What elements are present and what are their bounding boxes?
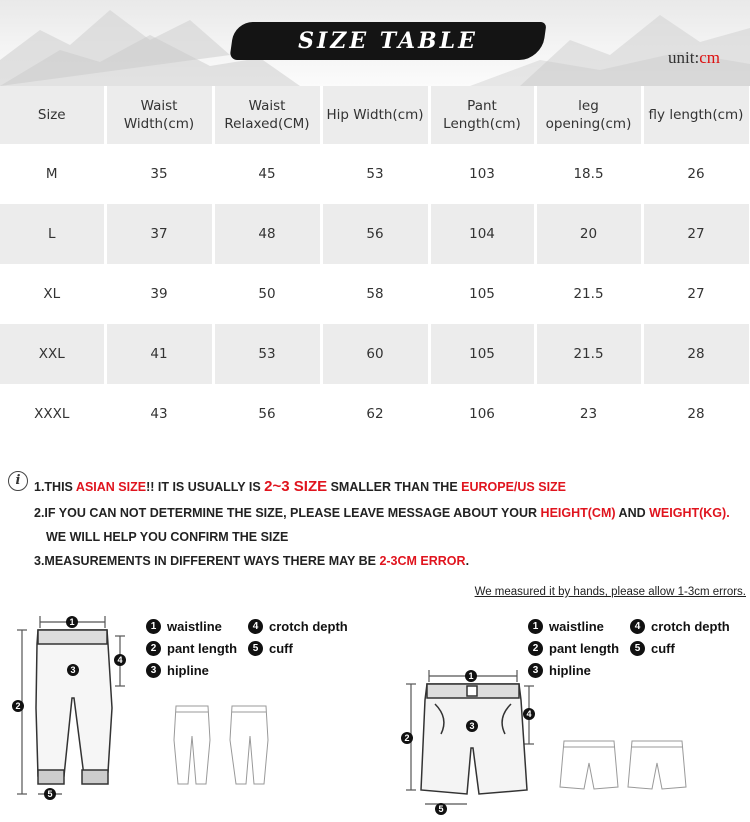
cell-waist-width: 41 bbox=[105, 324, 213, 384]
marker-5: 5 bbox=[47, 789, 53, 799]
legend-item-crotch-depth: 4 crotch depth bbox=[248, 618, 348, 636]
marker-1: 1 bbox=[468, 671, 474, 681]
note-2: 2.IF YOU CAN NOT DETERMINE THE SIZE, PLEASE LEAVE MESSAGE ABOUT YOUR HEIGHT(CM) AND WEIGHT(KG). bbox=[34, 506, 730, 520]
cell-waist-width: 39 bbox=[105, 264, 213, 324]
shorts-front-thumb bbox=[560, 741, 618, 789]
cell-leg-opening: 21.5 bbox=[535, 264, 642, 324]
unit-value: cm bbox=[699, 48, 720, 67]
marker-1: 1 bbox=[69, 617, 75, 627]
cell-size: XXXL bbox=[0, 384, 105, 444]
cell-waist-relaxed: 53 bbox=[213, 324, 321, 384]
cell-fly-length: 27 bbox=[642, 264, 750, 324]
shorts-diagram bbox=[395, 664, 555, 819]
pants-outline bbox=[36, 630, 112, 784]
cell-fly-length: 26 bbox=[642, 144, 750, 204]
cell-waist-relaxed: 48 bbox=[213, 204, 321, 264]
cell-leg-opening: 20 bbox=[535, 204, 642, 264]
cell-hip-width: 62 bbox=[321, 384, 429, 444]
table-row bbox=[0, 204, 750, 264]
marker-4: 4 bbox=[117, 655, 123, 665]
table-row bbox=[0, 324, 750, 384]
cell-pant-length: 105 bbox=[429, 324, 535, 384]
marker-2: 2 bbox=[404, 733, 410, 743]
header-size: Size bbox=[0, 86, 105, 144]
cell-waist-width: 43 bbox=[105, 384, 213, 444]
header-pant-length: Pant Length(cm) bbox=[429, 86, 535, 144]
header-waist-width: Waist Width(cm) bbox=[105, 86, 213, 144]
legend-item-hipline: 3 hipline bbox=[146, 662, 209, 680]
pants-front-thumb bbox=[174, 706, 210, 784]
cell-size: L bbox=[0, 204, 105, 264]
legend-item-hipline: 3 hipline bbox=[528, 662, 591, 680]
legend-item-crotch-depth: 4 crotch depth bbox=[630, 618, 730, 636]
cell-hip-width: 60 bbox=[321, 324, 429, 384]
pants-thumbnails bbox=[168, 700, 278, 790]
note-3: 3.MEASUREMENTS IN DIFFERENT WAYS THERE MAY BE 2-3CM ERROR. bbox=[34, 554, 470, 568]
table-row bbox=[0, 144, 750, 204]
marker-3: 3 bbox=[469, 721, 475, 731]
marker-5: 5 bbox=[438, 804, 444, 814]
cell-fly-length: 27 bbox=[642, 204, 750, 264]
marker-4: 4 bbox=[526, 709, 532, 719]
cell-waist-relaxed: 56 bbox=[213, 384, 321, 444]
cell-waist-width: 35 bbox=[105, 144, 213, 204]
legend-item-waistline: 1 waistline bbox=[528, 618, 604, 636]
cell-fly-length: 28 bbox=[642, 384, 750, 444]
header-leg-opening: leg opening(cm) bbox=[535, 86, 642, 144]
size-table bbox=[0, 86, 750, 444]
measured-note: We measured it by hands, please allow 1-3cm errors. bbox=[474, 586, 746, 598]
info-icon: i bbox=[8, 471, 28, 491]
cell-hip-width: 53 bbox=[321, 144, 429, 204]
note-1: 1.THIS ASIAN SIZE!! IT IS USUALLY IS 2~3 SIZE SMALLER THAN THE EUROPE/US SIZE bbox=[34, 478, 567, 495]
pants-diagram bbox=[0, 608, 140, 808]
page-title: SIZE TABLE bbox=[298, 28, 478, 54]
table-row bbox=[0, 384, 750, 444]
marker-2: 2 bbox=[15, 701, 21, 711]
cell-waist-width: 37 bbox=[105, 204, 213, 264]
cell-hip-width: 58 bbox=[321, 264, 429, 324]
pants-back-thumb bbox=[230, 706, 268, 784]
header-waist-relaxed: Waist Relaxed(CM) bbox=[213, 86, 321, 144]
cell-pant-length: 105 bbox=[429, 264, 535, 324]
shorts-thumbnails bbox=[558, 735, 698, 797]
cell-size: XL bbox=[0, 264, 105, 324]
table-row bbox=[0, 264, 750, 324]
cell-fly-length: 28 bbox=[642, 324, 750, 384]
header-hip-width: Hip Width(cm) bbox=[321, 86, 429, 144]
cell-leg-opening: 23 bbox=[535, 384, 642, 444]
cell-hip-width: 56 bbox=[321, 204, 429, 264]
header-banner bbox=[0, 0, 750, 86]
shorts-back-thumb bbox=[628, 741, 686, 789]
legend-item-pant-length: 2 pant length bbox=[528, 640, 619, 658]
legend-item-pant-length: 2 pant length bbox=[146, 640, 237, 658]
cell-size: M bbox=[0, 144, 105, 204]
cell-pant-length: 103 bbox=[429, 144, 535, 204]
cell-pant-length: 104 bbox=[429, 204, 535, 264]
cell-waist-relaxed: 50 bbox=[213, 264, 321, 324]
marker-3: 3 bbox=[70, 665, 76, 675]
unit-label: unit:cm bbox=[668, 48, 720, 67]
table-header-row bbox=[0, 86, 750, 144]
header-fly-length: fly length(cm) bbox=[642, 86, 750, 144]
legend-pants bbox=[146, 618, 376, 682]
cell-pant-length: 106 bbox=[429, 384, 535, 444]
legend-item-waistline: 1 waistline bbox=[146, 618, 222, 636]
cell-size: XXL bbox=[0, 324, 105, 384]
legend-item-cuff: 5 cuff bbox=[630, 640, 675, 658]
legend-item-cuff: 5 cuff bbox=[248, 640, 293, 658]
cell-leg-opening: 18.5 bbox=[535, 144, 642, 204]
shorts-outline bbox=[421, 684, 527, 794]
legend-shorts bbox=[528, 618, 743, 682]
cell-leg-opening: 21.5 bbox=[535, 324, 642, 384]
note-2-line-2: WE WILL HELP YOU CONFIRM THE SIZE bbox=[46, 530, 289, 544]
cell-waist-relaxed: 45 bbox=[213, 144, 321, 204]
